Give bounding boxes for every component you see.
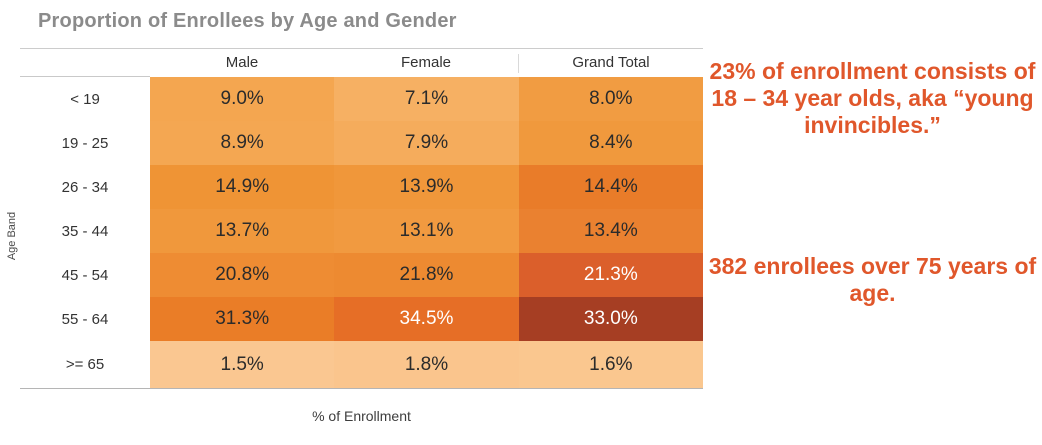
heatmap-cell[interactable]: 13.1% (334, 209, 518, 253)
row-label: < 19 (20, 77, 150, 121)
row-label: >= 65 (20, 341, 150, 388)
heatmap-cell[interactable]: 14.9% (150, 165, 334, 209)
heatmap-cell[interactable]: 21.3% (519, 253, 703, 297)
heatmap-cell[interactable]: 20.8% (150, 253, 334, 297)
annotations-panel (703, 0, 1042, 445)
column-header-grand-total: Grand Total (518, 54, 703, 73)
table-row (20, 77, 703, 121)
heatmap-body (20, 77, 703, 389)
heatmap-cell[interactable]: 1.8% (334, 341, 518, 388)
heatmap-cell[interactable]: 31.3% (150, 297, 334, 341)
heatmap-cell[interactable]: 7.1% (334, 77, 518, 121)
column-header-male: Male (225, 53, 259, 71)
heatmap-cell[interactable]: 13.9% (334, 165, 518, 209)
column-header-row (20, 48, 703, 77)
heatmap-cell[interactable]: 14.4% (519, 165, 703, 209)
table-row (20, 297, 703, 341)
heatmap-cell[interactable]: 1.5% (150, 341, 334, 388)
column-header-female: Female (400, 53, 452, 71)
heatmap-cell[interactable]: 9.0% (150, 77, 334, 121)
table-row (20, 209, 703, 253)
heatmap-cell[interactable]: 8.0% (519, 77, 703, 121)
corner-spacer (20, 49, 150, 77)
row-label: 35 - 44 (20, 209, 150, 253)
chart-title: Proportion of Enrollees by Age and Gender (38, 10, 457, 32)
table-row (20, 165, 703, 209)
heatmap-table (20, 48, 703, 389)
row-label: 26 - 34 (20, 165, 150, 209)
row-label: 45 - 54 (20, 253, 150, 297)
heatmap-cell[interactable]: 21.8% (334, 253, 518, 297)
x-axis-label: % of Enrollment (312, 408, 411, 424)
heatmap-cell[interactable]: 13.4% (519, 209, 703, 253)
table-row (20, 341, 703, 388)
annotation-over-75: 382 enrollees over 75 years of age. (708, 253, 1037, 306)
table-row (20, 253, 703, 297)
y-axis-label: Age Band (6, 211, 18, 261)
row-label: 19 - 25 (20, 121, 150, 165)
heatmap-cell[interactable]: 1.6% (519, 341, 703, 388)
heatmap-cell[interactable]: 13.7% (150, 209, 334, 253)
heatmap-cell[interactable]: 33.0% (519, 297, 703, 341)
table-row (20, 121, 703, 165)
heatmap-cell[interactable]: 8.9% (150, 121, 334, 165)
heatmap-cell[interactable]: 8.4% (519, 121, 703, 165)
annotation-young-invincibles: 23% of enrollment consists of 18 – 34 year olds, aka “young invincibles.” (709, 58, 1036, 138)
heatmap-cell[interactable]: 7.9% (334, 121, 518, 165)
row-label: 55 - 64 (20, 297, 150, 341)
heatmap-cell[interactable]: 34.5% (334, 297, 518, 341)
